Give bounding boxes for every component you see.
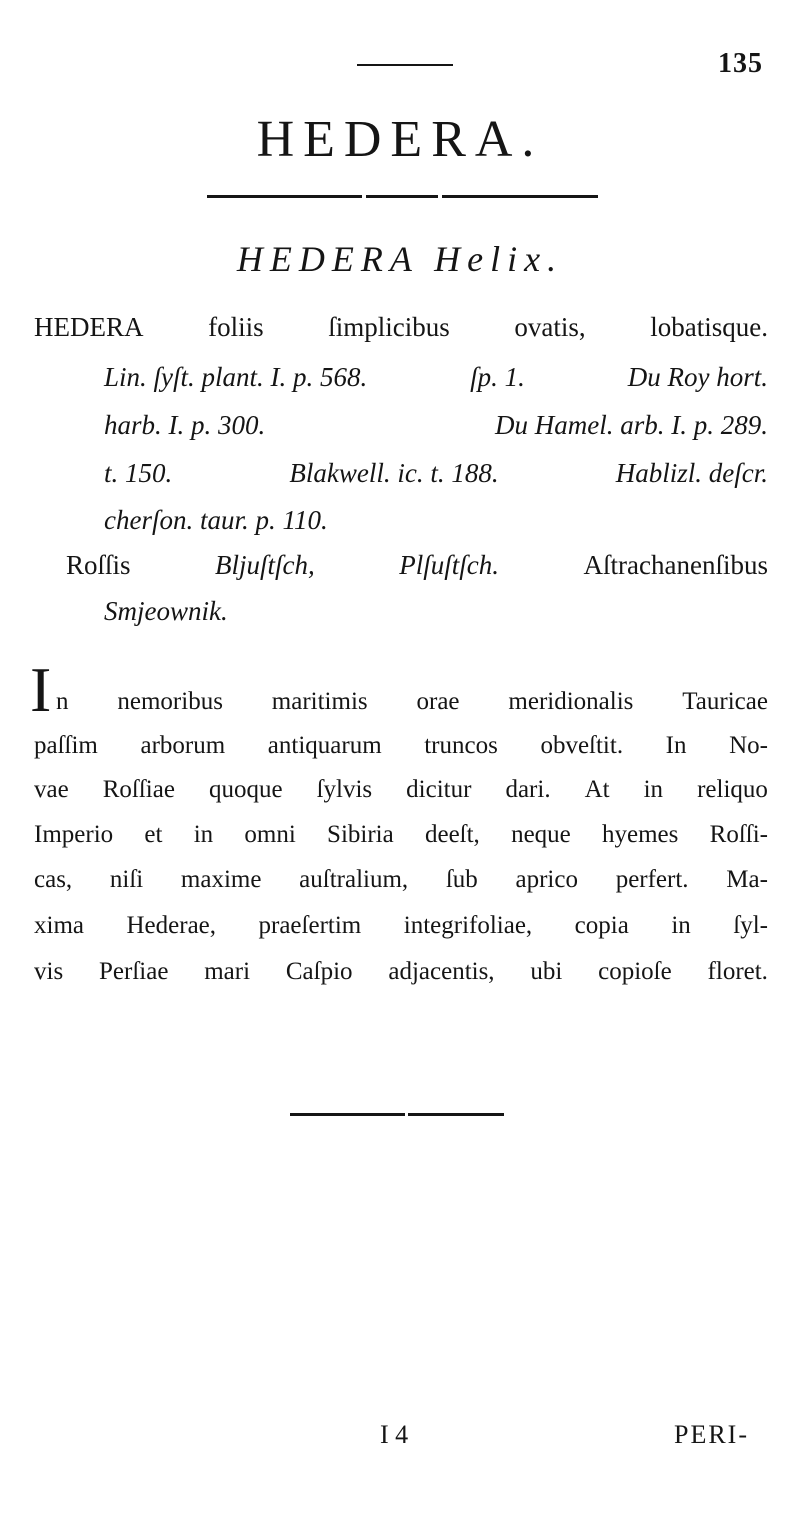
body-word: integrifoliae, — [403, 912, 533, 939]
body-word: truncos — [424, 732, 498, 759]
body-word: mari — [204, 958, 251, 985]
body-word: praeſertim — [258, 912, 362, 939]
body-word: ſub — [445, 866, 478, 893]
body-word: ſylvis — [316, 776, 373, 803]
body-word: cas, — [34, 866, 73, 893]
body-word: neque — [511, 821, 571, 848]
drop-cap: I — [30, 654, 52, 725]
citation: Du Roy hort. — [627, 362, 768, 392]
body-word: meridionalis — [508, 688, 634, 715]
page-number: 135 — [718, 48, 763, 79]
body-word: copioſe — [598, 958, 672, 985]
citation: cherſon. taur. p. 110. — [104, 505, 328, 535]
body-word: deeſt, — [424, 821, 480, 848]
body-word: in — [671, 912, 691, 939]
body-word: vae — [34, 776, 69, 803]
body-word: copia — [574, 912, 629, 939]
body-word: auſtralium, — [299, 866, 409, 893]
citation: harb. I. p. 300. — [104, 410, 266, 440]
body-word: Hederae, — [126, 912, 217, 939]
signature-mark: I 4 — [380, 1420, 409, 1449]
body-word: antiquarum — [267, 732, 382, 759]
body-word: ſyl- — [733, 912, 768, 939]
body-word: reliquo — [697, 776, 768, 803]
body-word: maritimis — [271, 688, 368, 715]
body-word: niſi — [109, 866, 144, 893]
body-word: hyemes — [602, 821, 679, 848]
synonymy-line-1 — [34, 312, 768, 342]
body-word: maxime — [180, 866, 262, 893]
body-word: nemoribus — [117, 688, 223, 715]
body-word: Roſſi- — [709, 821, 768, 848]
synonymy-line-4 — [104, 458, 768, 488]
body-word: orae — [416, 688, 460, 715]
vernacular-label: Aſtrachanenſibus — [583, 550, 768, 580]
body-word: floret. — [707, 958, 768, 985]
body-word: ubi — [530, 958, 563, 985]
body-word: Caſpio — [285, 958, 353, 985]
title-rule-middle — [366, 195, 438, 198]
body-word: In — [665, 732, 687, 759]
synonymy-word: foliis — [208, 312, 264, 342]
citation: Blakwell. ic. t. 188. — [289, 458, 499, 488]
body-word: omni — [244, 821, 296, 848]
synonymy-line-2 — [104, 362, 768, 392]
body-word: dari. — [505, 776, 551, 803]
body-word: vis — [34, 958, 64, 985]
body-word: xima — [34, 912, 84, 939]
body-word: aprico — [515, 866, 578, 893]
body-line-5 — [34, 865, 768, 895]
synonymy-word: ſimplicibus — [328, 312, 450, 342]
title-rule-right — [442, 195, 598, 198]
body-line-1 — [56, 687, 768, 717]
body-word: Sibiria — [327, 821, 394, 848]
body-line-2 — [34, 731, 768, 761]
citation: Lin. ſyſt. plant. I. p. 568. — [104, 362, 368, 392]
species-title: HEDERA Helix. — [236, 239, 564, 279]
synonymy-line-5 — [104, 505, 768, 535]
top-ornament-rule — [357, 64, 453, 66]
citation: Hablizl. deſcr. — [615, 458, 768, 488]
body-word: adjacentis, — [388, 958, 495, 985]
body-word: in — [643, 776, 664, 803]
body-word: Roſſiae — [102, 776, 175, 803]
end-rule-left — [290, 1113, 405, 1116]
citation: t. 150. — [104, 458, 173, 488]
citation: ſp. 1. — [470, 362, 525, 392]
body-line-4 — [34, 820, 768, 850]
body-word: perfert. — [615, 866, 689, 893]
end-rule-right — [408, 1113, 504, 1116]
citation: Du Hamel. arb. I. p. 289. — [495, 410, 768, 440]
vernacular-name: Plſuſtſch. — [399, 550, 500, 580]
catchword: PERI- — [674, 1420, 749, 1449]
genus-title: HEDERA. — [256, 111, 544, 168]
body-word: paſſim — [34, 732, 98, 759]
body-word: Tauricae — [682, 688, 768, 715]
synonymy-line-3 — [104, 410, 768, 440]
body-word: et — [144, 821, 163, 848]
body-word: At — [584, 776, 610, 803]
body-line-7 — [34, 957, 768, 987]
body-word: Imperio — [34, 821, 114, 848]
vernacular-name: Bljuſtſch, — [215, 550, 315, 580]
vernacular-name: Smjeownik. — [104, 596, 228, 626]
vernacular-label: Roſſis — [66, 550, 131, 580]
body-word: obveſtit. — [540, 732, 624, 759]
synonymy-word: ovatis, — [514, 312, 586, 342]
body-line-6 — [34, 911, 768, 941]
synonymy-word: HEDERA — [34, 312, 144, 342]
synonymy-line-6 — [66, 550, 768, 580]
body-word: quoque — [208, 776, 283, 803]
body-word: arborum — [140, 732, 226, 759]
body-line-3 — [34, 775, 768, 805]
body-word: Perſiae — [99, 958, 169, 985]
synonymy-word: lobatisque. — [650, 312, 768, 342]
body-word: dicitur — [406, 776, 472, 803]
synonymy-line-7 — [104, 596, 768, 626]
body-word: in — [193, 821, 214, 848]
body-word: No- — [729, 732, 768, 759]
body-word: Ma- — [726, 866, 768, 893]
body-word: n — [56, 688, 69, 715]
title-rule-left — [207, 195, 362, 198]
